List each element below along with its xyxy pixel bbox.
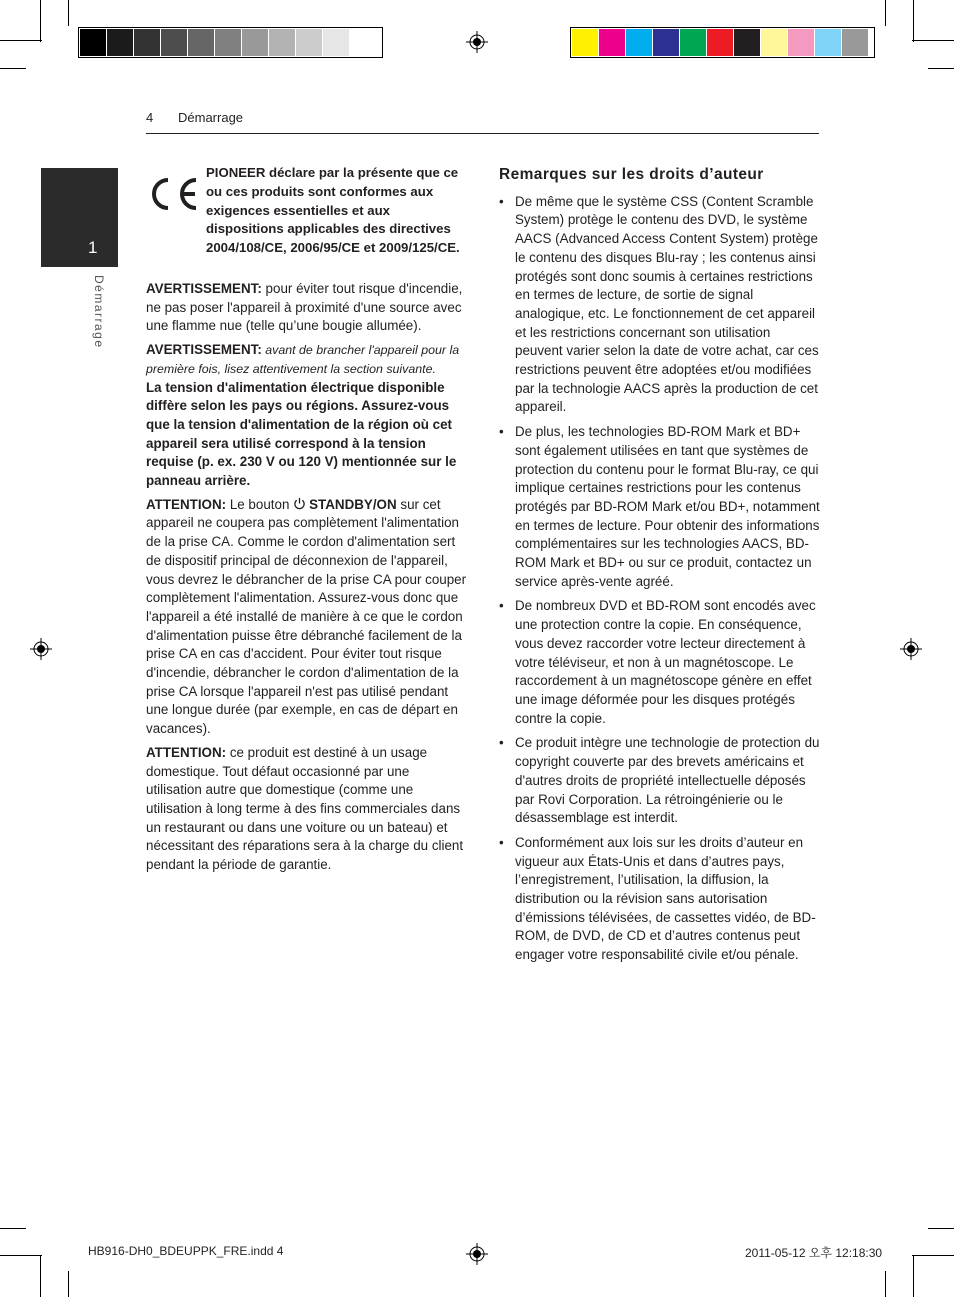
- crop-mark: [928, 1228, 954, 1229]
- attention-text: sur cet appareil ne coupera pas complètement l'alimentation de la prise CA. Comme le cordon d'alimentation sert de dispositif principal de déconnexion de l'appareil, vous devrez le débrancher de la prise CA pour couper complètement l'alimentation. Assurez-vous donc que l'appareil a été installé de manière à ce que le cordon d'alimentation puisse être débranché facilement de la prise CA en cas d'accident. Pour éviter tout risque d'incendie, débrancher le cordon d'alimentation de la prise CA lorsque l'appareil n'est pas utilisé pendant une longue durée (par exemple, en cas de départ en vacances).: [146, 496, 467, 737]
- page-number: 4: [146, 110, 154, 125]
- color-swatch: [788, 29, 814, 56]
- color-swatch: [134, 29, 160, 56]
- list-item-text: De plus, les technologies BD-ROM Mark et BD+ sont également utilisées en tant que systèmes de protection du contenu pour le format Blu-ray, ce qui implique certaines restrictions pour les contenus protégés par BD-ROM Mark et/ou BD+, notamment en termes de lecture. Pour obtenir des informations complémentaires sur les technologies AACS, BD-ROM Mark et BD+ ou sur ce produit, contactez un service après-vente agréé.: [515, 424, 820, 589]
- standby-button-label: STANDBY/ON: [309, 496, 397, 512]
- footer-filename: HB916-DH0_BDEUPPK_FRE.indd 4: [88, 1244, 284, 1258]
- color-swatch: [653, 29, 679, 56]
- warning-lead: AVERTISSEMENT:: [146, 342, 262, 358]
- color-swatch: [707, 29, 733, 56]
- power-icon: [293, 497, 306, 510]
- registration-mark-icon: [466, 1243, 488, 1265]
- list-item-text: De même que le système CSS (Content Scramble System) protège le contenu des DVD, le système AACS (Advanced Access Content System) protège le contenu des disques Blu-ray ; les contenus ainsi protégés sont donc soumis à certaines restrictions en termes de lecture, de sortie de signal analogique, etc. Le fonctionnement de cet appareil et les restrictions concernant son utilisation peuvent varier selon la date de votre achat, car ces restrictions peuvent être adoptées et/ou modifiées par la technologie AACS après la production de cet appareil.: [515, 193, 819, 415]
- gray-color-bar: [78, 27, 383, 58]
- crop-mark: [0, 68, 26, 69]
- color-swatch: [161, 29, 187, 56]
- color-swatch: [599, 29, 625, 56]
- attention-paragraph: [146, 744, 468, 875]
- color-swatch: [188, 29, 214, 56]
- crop-mark: [912, 1255, 954, 1256]
- process-color-bar: [570, 27, 875, 58]
- crop-mark: [0, 40, 42, 41]
- color-swatch: [734, 29, 760, 56]
- ce-mark-icon: [146, 170, 202, 218]
- crop-mark: [913, 1255, 914, 1297]
- crop-mark: [885, 1271, 886, 1297]
- color-swatch: [296, 29, 322, 56]
- color-swatch: [107, 29, 133, 56]
- crop-mark: [912, 40, 954, 41]
- color-swatch: [680, 29, 706, 56]
- registration-mark-icon: [466, 31, 488, 53]
- color-swatch: [350, 29, 376, 56]
- warning-italic-text: avant de brancher l'appareil pour la première fois, lisez attentivement la section suivante.: [146, 343, 460, 376]
- crop-mark: [913, 0, 914, 42]
- header-rule: [146, 133, 819, 134]
- warning-paragraph: [146, 280, 468, 336]
- left-column: [146, 164, 468, 880]
- registration-mark-icon: [30, 638, 52, 660]
- chapter-tab: [41, 168, 118, 267]
- attention-lead: ATTENTION:: [146, 744, 227, 760]
- crop-mark: [40, 1255, 41, 1297]
- list-item-text: Ce produit intègre une technologie de protection du copyright couverte par des brevets américains et d'autres droits de propriété intellectuelle déposés par Rovi Corporation. La rétroingénierie ou le désassemblage est interdit.: [515, 735, 820, 826]
- crop-mark: [885, 0, 886, 26]
- right-column: [499, 164, 821, 971]
- crop-mark: [68, 1271, 69, 1297]
- chapter-label: Démarrage: [92, 275, 106, 349]
- warning-paragraph: [146, 341, 468, 491]
- list-item: [499, 834, 821, 965]
- ce-declaration-block: [146, 164, 468, 258]
- ce-declaration-text: PIONEER déclare par la présente que ce ou ces produits sont conformes aux exigences essentielles et aux dispositions applicables des directives 2004/108/CE, 2006/95/CE et 2009/125/CE.: [206, 165, 460, 256]
- list-item: [499, 734, 821, 828]
- color-swatch: [215, 29, 241, 56]
- color-swatch: [242, 29, 268, 56]
- bullet-icon: •: [499, 424, 504, 440]
- color-swatch: [626, 29, 652, 56]
- voltage-notice: La tension d'alimentation électrique disponible diffère selon les pays ou régions. Assurez-vous que la tension d'alimentation de la région où cet appareil sera utilisé correspond à la tension requise (p. ex. 230 V ou 120 V) mentionnée sur le panneau arrière.: [146, 379, 457, 489]
- list-item: [499, 597, 821, 728]
- crop-mark: [40, 0, 41, 42]
- header-section-title: Démarrage: [178, 110, 244, 125]
- color-swatch: [572, 29, 598, 56]
- list-item: [499, 423, 821, 591]
- registration-mark-icon: [900, 638, 922, 660]
- crop-mark: [0, 1255, 42, 1256]
- attention-lead: ATTENTION:: [146, 496, 227, 512]
- footer-timestamp: 2011-05-12 오후 12:18:30: [745, 1246, 883, 1260]
- list-item-text: De nombreux DVD et BD-ROM sont encodés avec une protection contre la copie. En conséquence, vous devez raccorder votre lecteur directement à votre téléviseur, et non à un magnétoscope. Le raccordement à un magnétoscope génère en effet une image déformée pour les disques protégés contre la copie.: [515, 598, 816, 726]
- bullet-icon: •: [499, 735, 504, 751]
- crop-mark: [928, 68, 954, 69]
- list-item-text: Conformément aux lois sur les droits d’auteur en vigueur aux États-Unis et dans d’autres pays, l’enregistrement, l’utilisation, la diffusion, la distribution ou la révision sans autorisation d’émissions télévisées, de cassettes vidéo, de BD-ROM, de DVD, de CD et d’autres contenus peut engager votre responsabilité civile et/ou pénale.: [515, 834, 816, 963]
- attention-text: ce produit est destiné à un usage domestique. Tout défaut occasionné par une utilisation autre que domestique (comme une utilisation à long terme à des fins commerciales dans un restaurant ou dans une voiture ou un bateau) et nécessitant des réparations sera à la charge du client pendant la période de garantie.: [146, 744, 464, 873]
- color-swatch: [269, 29, 295, 56]
- section-title: Remarques sur les droits d’auteur: [499, 166, 764, 183]
- color-swatch: [323, 29, 349, 56]
- list-item: [499, 193, 821, 417]
- attention-paragraph: [146, 496, 468, 739]
- attention-text: Le bouton: [226, 496, 294, 512]
- copyright-list: [499, 193, 821, 965]
- crop-mark: [68, 0, 69, 26]
- color-swatch: [761, 29, 787, 56]
- color-swatch: [842, 29, 868, 56]
- bullet-icon: •: [499, 193, 504, 209]
- warning-lead: AVERTISSEMENT:: [146, 280, 262, 296]
- color-swatch: [815, 29, 841, 56]
- bullet-icon: •: [499, 598, 504, 614]
- bullet-icon: •: [499, 834, 504, 850]
- color-swatch: [80, 29, 106, 56]
- warning-text: pour éviter tout risque d'incendie, ne pas poser l'appareil à proximité d'une source avec une flamme nue (telle qu’une bougie allumée).: [146, 280, 463, 334]
- chapter-number: 1: [88, 238, 98, 257]
- crop-mark: [0, 1228, 26, 1229]
